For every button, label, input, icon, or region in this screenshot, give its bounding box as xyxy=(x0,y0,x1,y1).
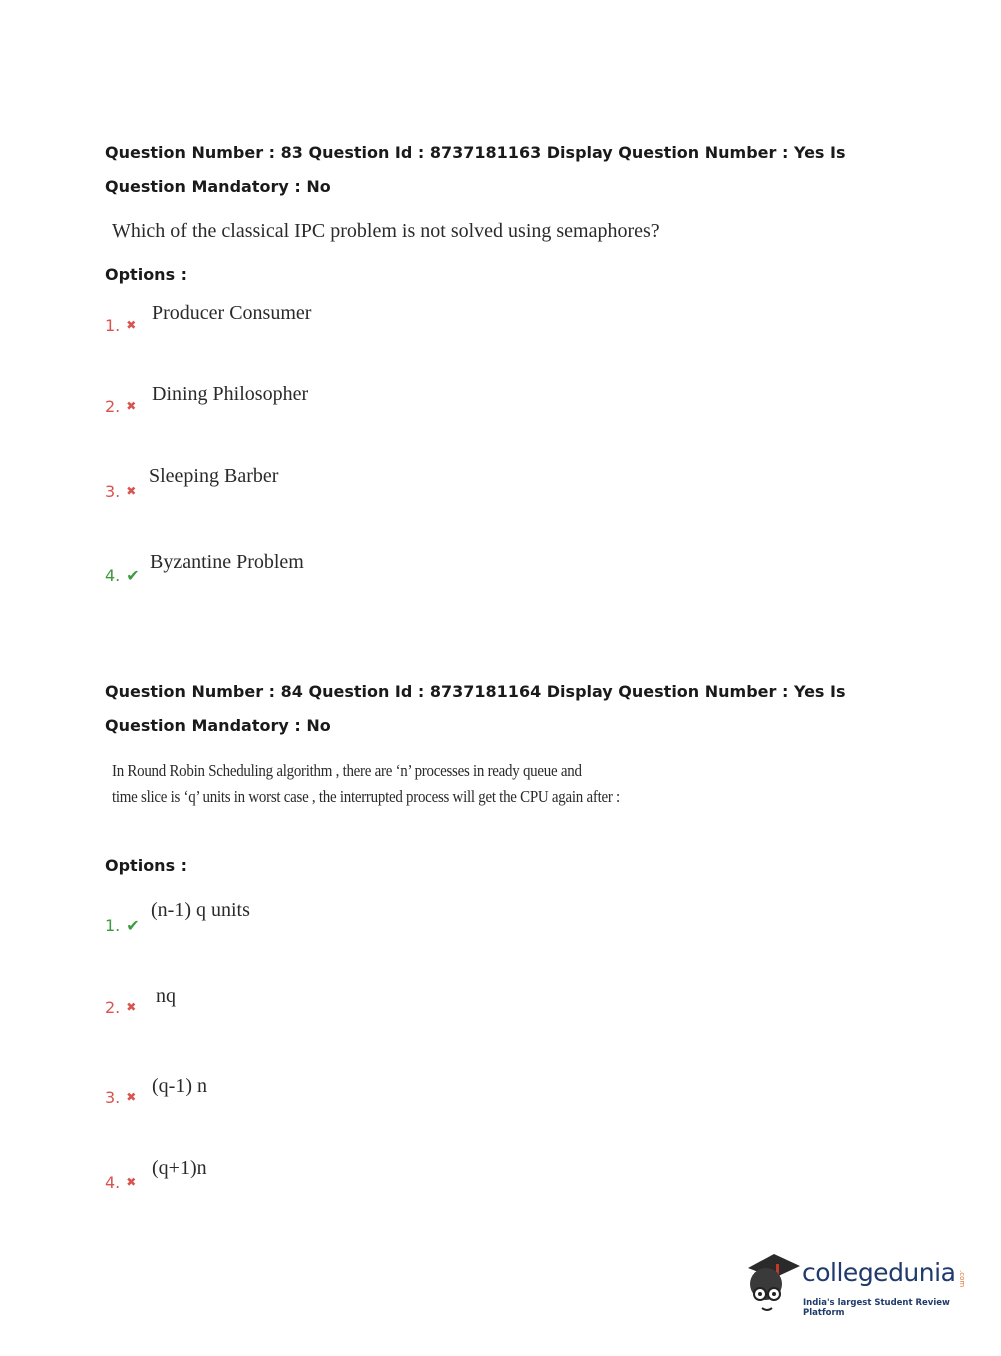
option-number: 1. ✖ xyxy=(105,316,137,335)
question-text-line: time slice is ‘q’ units in worst case , the interrupted process will get the CPU again after : xyxy=(112,787,620,806)
option-text: (n-1) q units xyxy=(151,899,250,921)
option-number: 3. ✖ xyxy=(105,482,137,501)
mascot-icon xyxy=(742,1248,802,1318)
option-number: 4. ✔ xyxy=(105,566,140,585)
option-number: 4. ✖ xyxy=(105,1173,137,1192)
option-text: Byzantine Problem xyxy=(150,551,304,573)
option-text: Producer Consumer xyxy=(152,302,312,324)
question-text: Which of the classical IPC problem is not solved using semaphores? xyxy=(112,220,660,242)
options-label: Options : xyxy=(105,856,188,875)
question-header: Question Number : 83 Question Id : 8737181163 Display Question Number : Yes Is Question Mandatory : No xyxy=(105,143,846,196)
check-icon: ✔ xyxy=(126,566,140,585)
question-header: Question Number : 84 Question Id : 8737181164 Display Question Number : Yes Is Question Mandatory : No xyxy=(105,682,846,735)
question-text-line: In Round Robin Scheduling algorithm , there are ‘n’ processes in ready queue and xyxy=(112,761,582,780)
cross-icon: ✖ xyxy=(126,1090,137,1104)
options-label: Options : xyxy=(105,265,188,284)
cross-icon: ✖ xyxy=(126,318,137,332)
option-number: 2. ✖ xyxy=(105,998,137,1017)
question-text xyxy=(112,758,620,810)
check-icon: ✔ xyxy=(126,916,140,935)
option-text: Dining Philosopher xyxy=(152,383,309,405)
logo-tagline: India's largest Student Review Platform xyxy=(803,1298,950,1318)
option-number: 1. ✔ xyxy=(105,916,140,935)
option-number: 2. ✖ xyxy=(105,397,137,416)
option-text: (q-1) n xyxy=(152,1075,207,1097)
collegedunia-logo[interactable] xyxy=(742,1248,972,1318)
option-text: (q+1)n xyxy=(152,1157,207,1179)
logo-name: collegedunia xyxy=(802,1258,956,1287)
option-text: nq xyxy=(156,985,176,1007)
logo-com: .com xyxy=(958,1270,966,1288)
cross-icon: ✖ xyxy=(126,1175,137,1189)
cross-icon: ✖ xyxy=(126,1000,137,1014)
option-text: Sleeping Barber xyxy=(149,465,279,487)
cross-icon: ✖ xyxy=(126,399,137,413)
option-number: 3. ✖ xyxy=(105,1088,137,1107)
cross-icon: ✖ xyxy=(126,484,137,498)
